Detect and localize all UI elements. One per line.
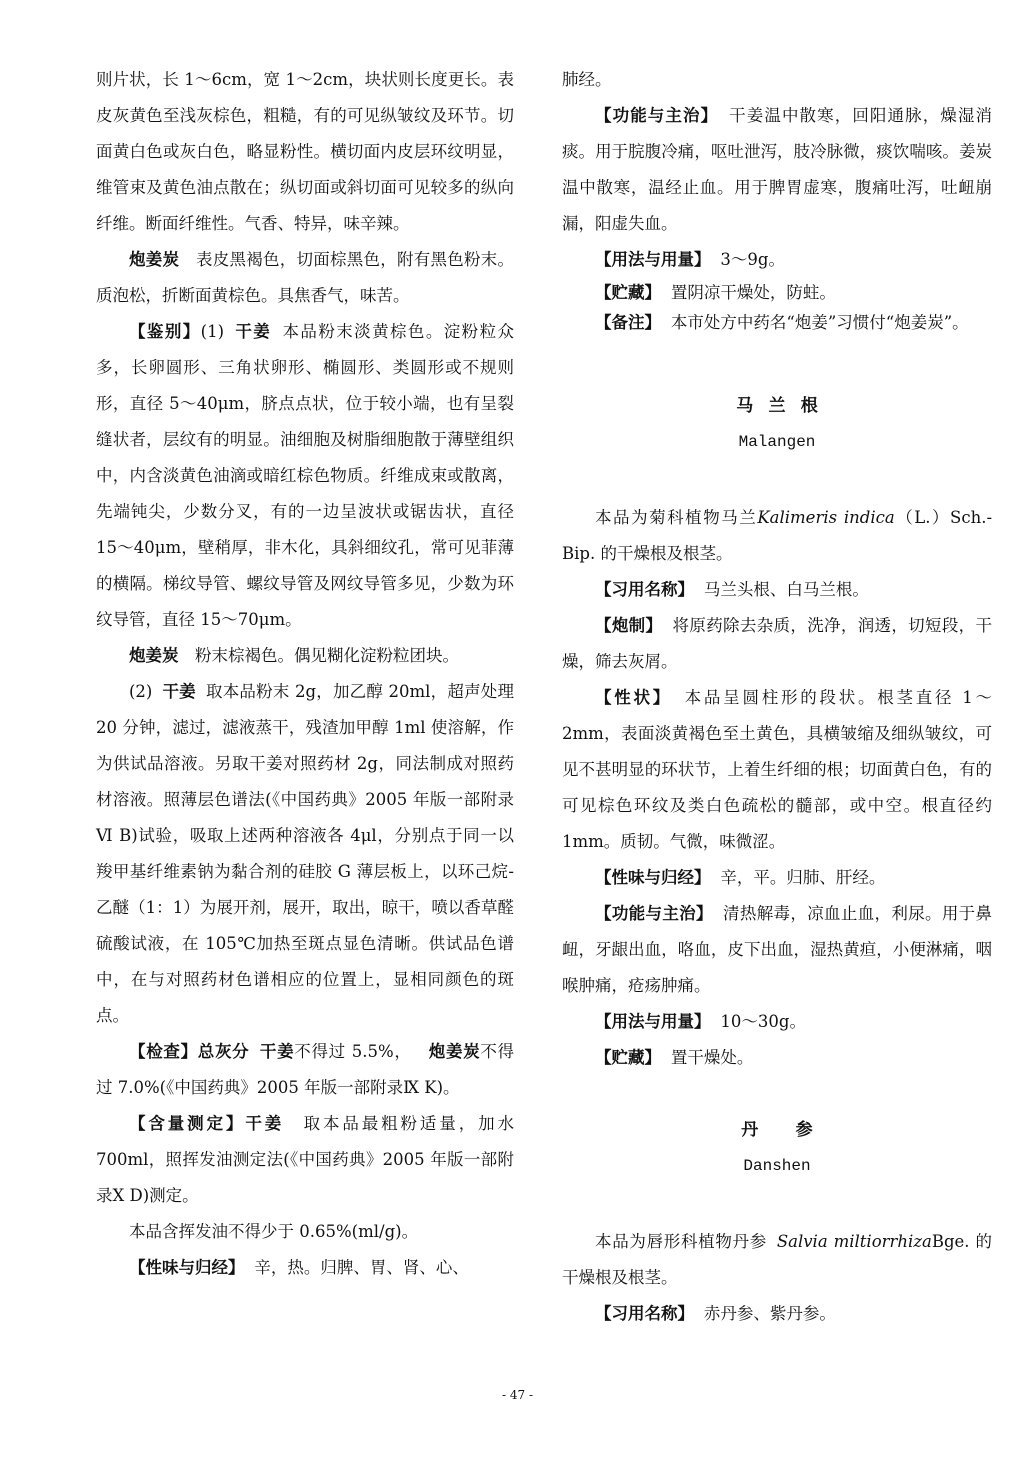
term-paojiangtan: 炮姜炭 <box>428 1042 481 1061</box>
paragraph-continuation: 肺经。 <box>562 70 612 89</box>
paragraph-inspection <box>96 1034 514 1106</box>
term-ganjiang: 干姜 <box>259 1042 295 1061</box>
text: 取本品粉末 2g，加乙醇 20ml，超声处理 20 分钟，滤过，滤液蒸干，残渣加甲醇 1ml 使溶解，作为供试品溶液。另取干姜对照药材 2g，同法制成对照药材溶液。照薄层色谱法(《中国药典》2005 年版一部附录Ⅵ B)试验，吸取上述两种溶液各 4μl，分别点于同一以羧甲基纤维素钠为黏合剂的硅胶 G 薄层板上，以环己烷-乙醚（1：1）为展开剂，展开，取出，晾干，喷以香草醛硫酸试液，在 105℃加热至斑点显色清晰。供试品色谱中，在与对照药材色谱相应的位置上，显相同颜色的斑点。 <box>96 682 514 1025</box>
section-tag-dosage: 【用法与用量】 <box>595 250 711 269</box>
paragraph-paojiangtan-powder <box>96 638 514 674</box>
paragraph-malangen-dosage <box>562 1004 992 1040</box>
paragraph-assay-limit: 本品含挥发油不得少于 0.65%(ml/g)。 <box>129 1222 419 1241</box>
term-paojiangtan: 炮姜炭 <box>129 646 179 665</box>
section-tag-function: 【功能与主治】 <box>595 106 719 125</box>
paragraph-malangen-storage <box>562 1040 992 1076</box>
paragraph-malangen-processing <box>562 608 992 680</box>
section-tag-common-names: 【习用名称】 <box>595 580 694 599</box>
paragraph-malangen-source <box>562 500 992 572</box>
latin-species-name: Kalimeris indica <box>757 508 895 527</box>
text: 本市处方中药名“炮姜”习惯付“炮姜炭”。 <box>670 313 969 332</box>
text: Bge. 的干燥根及根茎。 <box>562 1232 992 1287</box>
text: 10～30g。 <box>720 1012 806 1031</box>
paragraph-identification-2 <box>96 674 514 1034</box>
paragraph-paojiangtan-description <box>96 242 514 314</box>
section-tag-identification: 【鉴别】 <box>129 322 201 341</box>
page-number: - 47 - <box>501 1388 533 1402</box>
section-tag-storage: 【贮藏】 <box>595 283 661 302</box>
paragraph-danshen-source <box>562 1224 992 1296</box>
item-number: (1) <box>200 322 225 341</box>
text: 马兰头根、白马兰根。 <box>703 580 869 599</box>
section-tag-common-names: 【习用名称】 <box>595 1304 694 1323</box>
section-tag-dosage: 【用法与用量】 <box>595 1012 711 1031</box>
paragraph-danshen-common-names <box>562 1296 992 1332</box>
paragraph-malangen-common-names <box>562 572 992 608</box>
text: 粉末棕褐色。偶见糊化淀粉粒团块。 <box>195 646 459 665</box>
text: 本品粉末淡黄棕色。淀粉粒众多，长卵圆形、三角状卵形、椭圆形、类圆形或不规则形，直径 5～40μm，脐点点状，位于较小端，也有呈裂缝状者，层纹有的明显。油细胞及树脂细胞散于薄壁组织中，内含淡黄色油滴或暗红棕色物质。纤维成束或散离，先端钝尖，少数分叉，有的一边呈波状或锯齿状，直径 15～40μm，壁稍厚，非木化，具斜细纹孔，常可见菲薄的横隔。梯纹导管、螺纹导管及网纹导管多见，少数为环纹导管，直径 15～70μm。 <box>96 322 515 629</box>
text: 3～9g。 <box>720 250 785 269</box>
section-tag-inspection: 【检查】 <box>129 1042 198 1061</box>
term-ganjiang: 干姜 <box>233 322 272 341</box>
text: 本品为菊科植物马兰 <box>595 508 758 527</box>
term-paojiangtan: 炮姜炭 <box>129 250 180 269</box>
term-total-ash: 总灰分 <box>197 1042 250 1061</box>
paragraph-malangen-shape <box>562 680 992 860</box>
section-tag-nature-meridian: 【性味与归经】 <box>595 868 711 887</box>
item-number: (2) <box>129 682 153 701</box>
text: 取本品最粗粉适量，加水 700ml，照挥发油测定法(《中国药典》2005 年版一部附录Ⅹ D)测定。 <box>96 1114 515 1205</box>
entry-latin-malangen: Malangen <box>738 433 816 451</box>
term-ganjiang: 干姜 <box>162 682 196 701</box>
text: 赤丹参、紫丹参。 <box>703 1304 836 1323</box>
text: 清热解毒，凉血止血，利尿。用于鼻衄，牙龈出血，咯血，皮下出血，湿热黄疸，小便淋痛，咽喉肿痛，疮疡肿痛。 <box>562 904 993 995</box>
text: 表皮黑褐色，切面棕黑色，附有黑色粉末。质泡松，折断面黄棕色。具焦香气，味苦。 <box>96 250 514 305</box>
text: 本品为唇形科植物丹参 <box>595 1232 767 1251</box>
paragraph-malangen-function <box>562 896 992 1004</box>
entry-latin-danshen: Danshen <box>743 1157 811 1175</box>
text: 本品呈圆柱形的段状。根茎直径 1～2mm，表面淡黄褐色至土黄色，具横皱缩及细纵皱纹，可见不甚明显的环状节，上着生纤细的根；切面黄白色，有的可见棕色环纹及类白色疏松的髓部，或中空。根直径约 1mm。质韧。气微，味微涩。 <box>562 688 993 851</box>
left-column <box>96 62 514 1286</box>
paragraph-assay <box>96 1106 514 1214</box>
text: 将原药除去杂质，洗净，润透，切短段，干燥，筛去灰屑。 <box>562 616 993 671</box>
paragraph-nature-meridian <box>96 1250 514 1286</box>
section-tag-assay: 【含量测定】 <box>129 1114 246 1133</box>
paragraph-malangen-nature <box>562 860 992 896</box>
section-tag-storage: 【贮藏】 <box>595 1048 661 1067</box>
paragraph-shape: 则片状，长 1～6cm，宽 1～2cm，块状则长度更长。表皮灰黄色至浅灰棕色，粗糙，有的可见纵皱纹及环节。切面黄白色或灰白色，略显粉性。横切面内皮层环纹明显，维管束及黄色油点散在；纵切面或斜切面可见较多的纵向纤维。断面纤维性。气香、特异，味辛辣。 <box>96 70 514 233</box>
text: 干姜温中散寒，回阳通脉，燥湿消痰。用于脘腹冷痛，呕吐泄泻，肢冷脉微，痰饮喘咳。姜炭温中散寒，温经止血。用于脾胃虚寒，腹痛吐泻，吐衄崩漏，阳虚失血。 <box>562 106 993 233</box>
latin-species-name: Salvia miltiorrhiza <box>776 1232 932 1251</box>
text: 不得过 7.0%(《中国药典》2005 年版一部附录Ⅸ K)。 <box>96 1042 514 1097</box>
paragraph-dosage <box>562 242 992 278</box>
term-ganjiang: 干姜 <box>245 1114 285 1133</box>
entry-title-malangen: 马兰根 <box>736 396 834 416</box>
text: 不得过 5.5%， <box>294 1042 412 1061</box>
section-tag-nature-meridian: 【性味与归经】 <box>129 1258 245 1277</box>
text: 置阴凉干燥处，防蛀。 <box>670 283 836 302</box>
text: 辛，热。归脾、胃、肾、心、 <box>254 1258 469 1277</box>
section-tag-function: 【功能与主治】 <box>595 904 713 923</box>
text: （L.）Sch.-Bip. 的干燥根及根茎。 <box>562 508 993 563</box>
entry-title-danshen: 丹参 <box>741 1120 851 1140</box>
text: 置干燥处。 <box>670 1048 754 1067</box>
section-tag-shape: 【性状】 <box>595 688 673 707</box>
section-tag-remarks: 【备注】 <box>595 313 661 332</box>
paragraph-function <box>562 98 992 242</box>
paragraph-identification-1 <box>96 314 514 638</box>
paragraph-storage <box>562 278 992 308</box>
section-tag-processing: 【炮制】 <box>595 616 663 635</box>
right-column <box>562 62 992 1332</box>
text: 辛，平。归肺、肝经。 <box>720 868 886 887</box>
paragraph-remarks <box>562 308 992 338</box>
